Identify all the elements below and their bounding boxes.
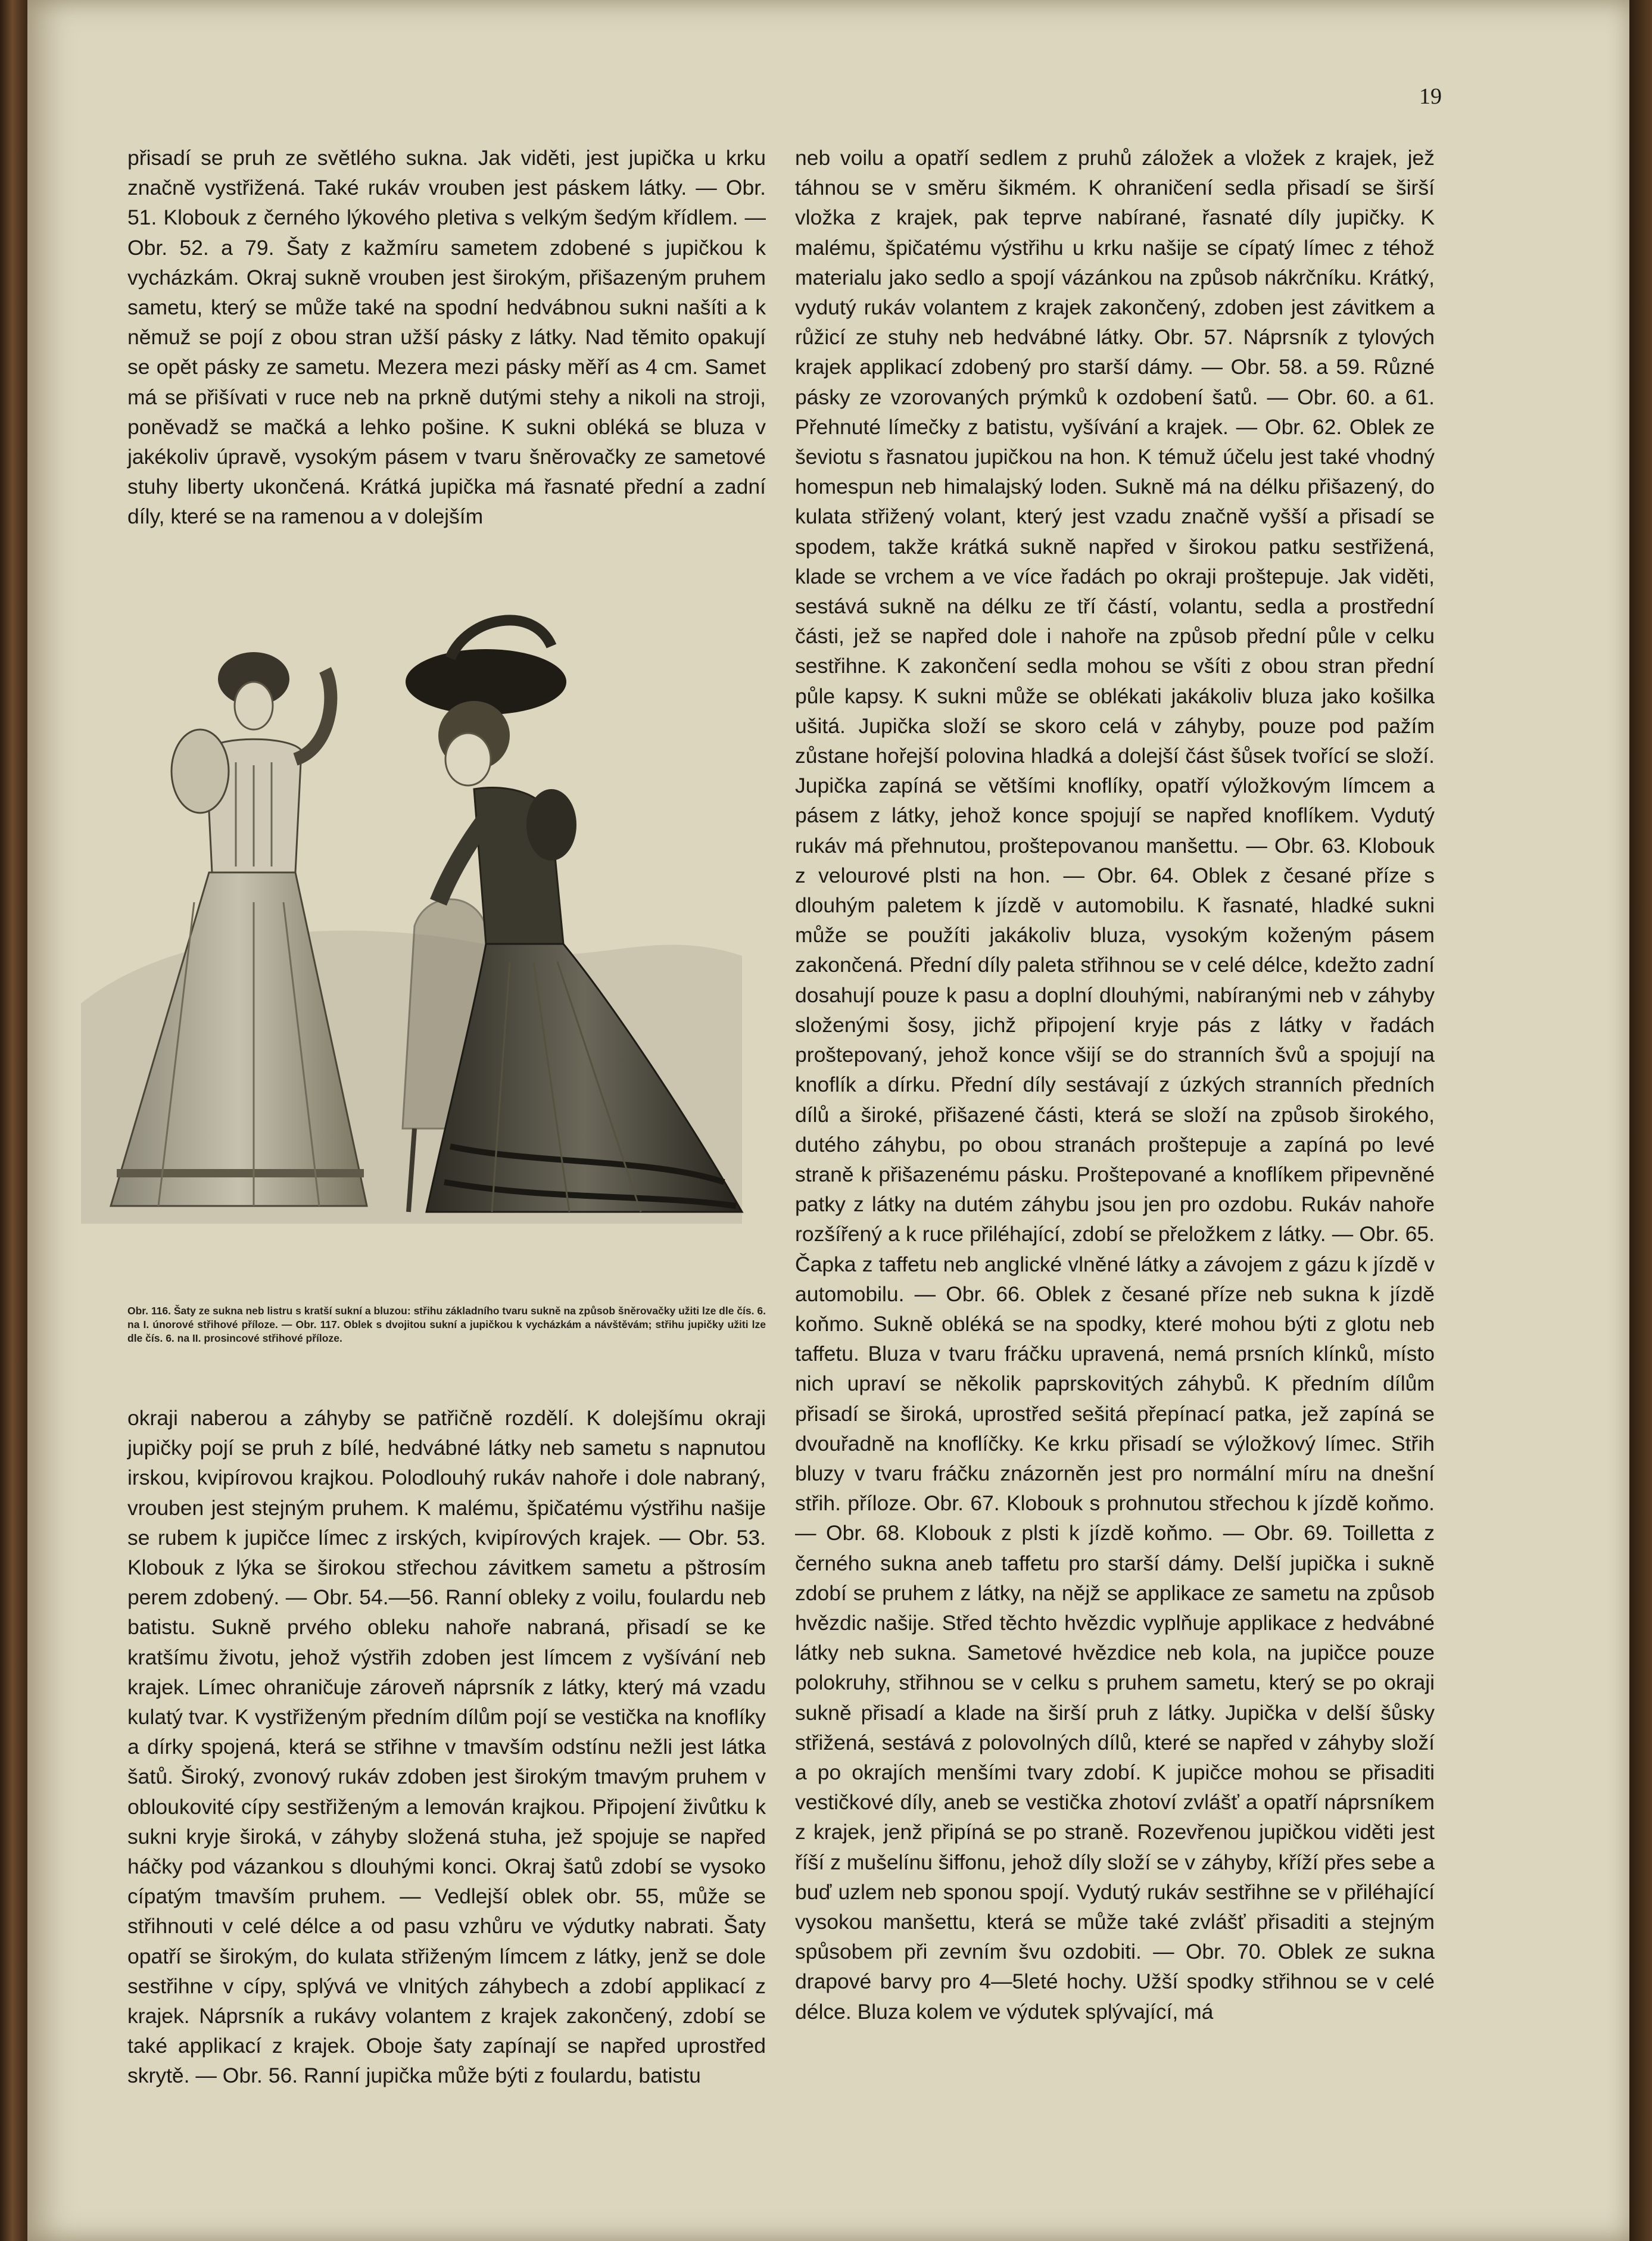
figure-caption: Obr. 116. Šaty ze sukna neb listru s kratší sukní a bluzou: střihu základního tvaru sukně na způsob šněrovačky užiti lze dle čís. 6. na I. únorové střihové příloze. — Obr. 117. Oblek s dvojitou sukní a jupičkou k vycházkám a návštěvám; střihu jupičky užiti lze dle čís. 6. na II. prosincové střihové příloze. <box>127 1305 766 1344</box>
paragraph: okraji naberou a záhyby se patřičně rozdělí. K dolejšímu okraji jupičky pojí se pruh z bílé, hedvábné látky neb sametu s napnutou irskou, kvipírovou krajkou. Polodlouhý rukáv nahoře i dole nabraný, vrouben jest stejným pruhem. K malému, špičatému výstřihu našije se rubem k jupičce límec z irských, kvipírových krajek. — Obr. 53. Klobouk z lýka se širokou střechou závitkem sametu a pštrosím perem zdobený. — Obr. 54.—56. Ranní obleky z voilu, foulardu neb batistu. Sukně prvého obleku nahoře nabraná, přisadí se ke kratšímu životu, jehož výstřih zdoben jest límcem z vyšívání neb krajek. Límec ohraničuje zároveň náprsník z látky, který má vzadu kulatý tvar. K vystřiženým předním dílům pojí se vestička na knoflíky a dírky spojená, která se střihne v tmavším odstínu nežli jest látka šatů. Široký, zvonový rukáv zdoben jest širokým tmavým pruhem v obloukovité cípy sestřiženým a lemován krajkou. Připojení živůtku k sukni kryje široká, v záhyby složená stuha, jež spojuje se napřed háčky pod vázankou s dlouhými konci. Okraj šatů zdobí se vysoko cípatým tmavším pruhem. — Vedlejší oblek obr. 55, může se střihnouti v celé délce a od pasu vzhůru ve výdutky nabrati. Šaty opatří se širokým, do kulata střiženým límcem z látky, jenž se dole sestřihne v cípy, splývá ve vlnitých záhybech a zdobí applikací z krajek. Náprsník a rukávy volantem z krajek zakončený, zdobí se také applikací z krajek. Oboje šaty zapínají se napřed uprostřed skrytě. — Obr. 56. Ranní jupička může býti z foulardu, batistu <box>127 1406 766 2088</box>
fashion-illustration <box>57 593 766 1245</box>
left-column-top <box>127 143 766 532</box>
fashion-illustration-drawing <box>57 593 766 1245</box>
paragraph: přisadí se pruh ze světlého sukna. Jak viděti, jest jupička u krku značně vystřižená. Také rukáv vrouben jest páskem látky. — Obr. 51. Klobouk z černého lýkového pletiva s velkým šedým křídlem. — Obr. 52. a 79. Šaty z kažmíru sametem zdobené s jupičkou k vycházkám. Okraj sukně vrouben jest širokým, přišazeným pruhem sametu, který se může také na spodní hedvábnou sukni našíti a k němuž se pojí z obou stran užší pásky z látky. Nad těmito opakují se opět pásky ze sametu. Mezera mezi pásky měří as 4 cm. Samet má se přišívati v ruce neb na prkně dutými stehy a nikoli na stroji, poněvadž se mačká a lehko pošine. K sukni obléká se bluza v jakékoliv úpravě, vysokým pásem v tvaru šněrovačky ze sametové stuhy liberty ukončená. Krátká jupička má řasnaté přední a zadní díly, které se na ramenou a v dolejším <box>127 146 766 529</box>
paragraph: neb voilu a opatří sedlem z pruhů záložek a vložek z krajek, jež táhnou se v směru šikmém. K ohraničení sedla přisadí se širší vložka z krajek, pak teprve nabírané, řasnaté díly jupičky. K malému, špičatému výstřihu u krku našije se cípatý límec z téhož materialu jako sedlo a spojí vázánkou na způsob nákrčníku. Krátký, vydutý rukáv volantem z krajek zakončený, zdoben jest závitkem a růžicí ze stuhy neb hedvábné látky. Obr. 57. Náprsník z tylových krajek applikací zdobený pro starší dámy. — Obr. 58. a 59. Různé pásky ze vzorovaných prýmků k ozdobení šatů. — Obr. 60. a 61. Přehnuté límečky z batistu, vyšívání a krajek. — Obr. 62. Oblek ze ševiotu s řasnatou jupičkou na hon. K témuž účelu jest také vhodný homespun neb himalajský loden. Sukně má na délku přišazený, do kulata střižený volant, který jest vzadu značně vyšší a přisadí se spodem, takže krátká sukně napřed v širokou patku sestřižená, klade se vrchem a ve více řadách po okraji proštepuje. Jak viděti, sestává sukně na délku ze tří částí, volantu, sedla a prostřední části, jež se napřed dole i nahoře na způsob přední půle v celku sestřihne. K zakončení sedla mohou se všíti z obou stran přední půle kapsy. K sukni může se oblékati jakákoliv bluza jako košilka ušitá. Jupička složí se skoro celá v záhyby, pouze pod pažím zůstane hořejší polovina hladká a dolejší část šůsek tvořící se složí. Jupička zapíná se většími knoflíky, opatří výložkovým límcem a pásem z látky, jehož konce spojují se napřed knoflíkem. Vydutý rukáv má přehnutou, proštepovanou manšettu. — Obr. 63. Klobouk z velourové plsti na hon. — Obr. 64. Oblek z česané příze s dlouhým paletem k jízdě v automobilu. K řasnaté, hladké sukni může se použíti jakákoliv bluza, vysokým koženým pásem zakončená. Přední díly paleta střihnou se v celé délce, kdežto zadní dosahují pouze k pasu a doplní dlouhými, nabíranými neb v záhyby složenými šosy, jichž připojení kryje pás z látky v řadách proštepovaný, jehož konce všijí se do stranních švů a spojují na knoflík a dírku. Přední díly sestávají z úzkých stranních předních dílů a široké, přišazené části, která se složí na způsob širokého, dutého záhybu, po obou stranách proštepuje a zapíná po levé straně k přišazenému pásku. Proštepované a knoflíkem připevněné patky z látky na dutém záhybu jsou jen pro ozdobu. Rukáv nahoře rozšířený a k ruce přiléhající, zdobí se přeložkem z látky. — Obr. 65. Čapka z taffetu neb anglické vlněné látky a závojem z gázu k jízdě v automobilu. — Obr. 66. Oblek z česané příze neb sukna k jízdě koňmo. Sukně obléká se na spodky, které mohou býti z glotu neb taffetu. Bluza v tvaru fráčku upravená, nemá prsních klínků, místo nich upraví se několik paprskovitých záhybů. K předním dílům přisadí se široká, uprostřed sešitá přepínací patka, jež zapíná se dvouřadně na knoflíčky. Ke krku přisadí se výložkový límec. Střih bluzy v tvaru fráčku znázorněn jest pro normální míru na dnešní střih. příloze. Obr. 67. Klobouk s prohnutou střechou k jízdě koňmo. — Obr. 68. Klobouk z plsti k jízdě koňmo. — Obr. 69. Toilletta z černého sukna aneb taffetu pro starší dámy. Delší jupička i sukně zdobí se pruhem z látky, na nějž se applikace ze sametu na způsob hvězdic našije. Střed těchto hvězdic vyplňuje applikace z hedvábné látky neb sukna. Sametové hvězdice neb kola, na jupičce pouze polokruhy, střihnou se v celku s pruhem sametu, který se po okraji sukně přisadí a klade na širší pruh z látky. Jupička v delší šůsky střižená, sestává z polovolných dílů, které se napřed v záhyby složí a po okrajích menšími tvary zdobí. K jupičce mohou se přisaditi vestičkové díly, aneb se vestička zhotoví zvlášť a opatří náprsníkem z krajek, jenž připíná se po straně. Rozevřenou jupičkou viděti jest říší z mušelínu šiffonu, jehož díly složí se v záhyby, kříží přes sebe a buď uzlem neb sponou spojí. Vydutý rukáv sestřihne se v přiléhající vysokou manšettu, která se může také zvlášť přisaditi a stejným spůsobem při zevním švu ozdobiti. — Obr. 70. Oblek ze sukna drapové barvy pro 4—5leté hochy. Užší spodky střihnou se v celé délce. Bluza kolem ve výdutek splývající, má <box>795 146 1435 2024</box>
right-column <box>795 143 1435 2027</box>
page-edge <box>1629 0 1652 2241</box>
left-column-bottom <box>127 1403 766 2091</box>
book-binding <box>0 0 27 2241</box>
page-number: 19 <box>1419 84 1442 109</box>
